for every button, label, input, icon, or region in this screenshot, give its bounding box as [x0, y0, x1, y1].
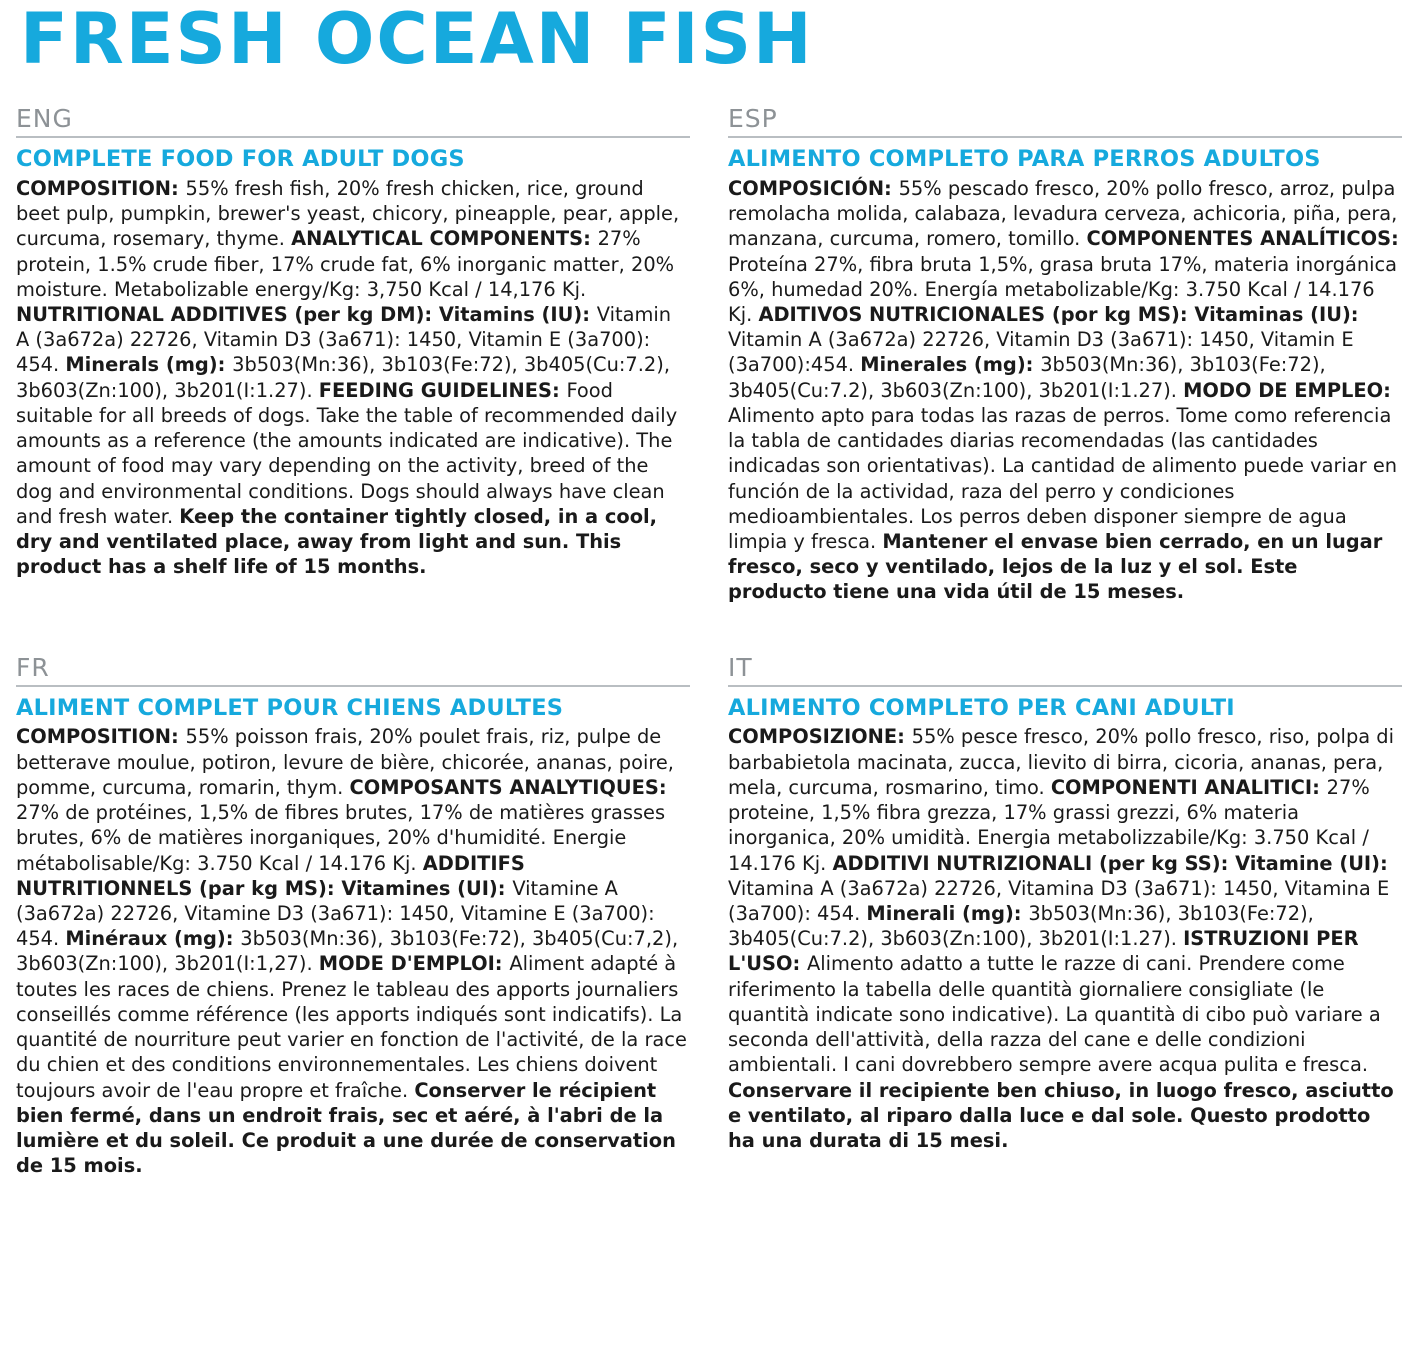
body-text-esp: COMPOSICIÓN: 55% pescado fresco, 20% pollo fresco, arroz, pulpa remolacha molida, calabaza, levadura cerveza, achicoria, piña, pera, manzana, curcuma, romero, tomillo. COMPONENTES ANALÍTICOS: Proteína 27%, fibra bruta 1,5%, grasa bruta 17%, materia inorgánica 6%, humedad 20%. Energía metabolizable/Kg: 3.750 Kcal / 14.176 Kj. ADITIVOS NUTRICIONALES (por kg MS): Vitaminas (IU): Vitamin A (3a672a) 22726, Vitamin D3 (3a671): 1450, Vitamin E (3a700):454. Minerales (mg): 3b503(Mn:36), 3b103(Fe:72), 3b405(Cu:7.2), 3b603(Zn:100), 3b201(I:1.27). MODO DE EMPLEO: Alimento apto para todas las razas de perros. Tome como referencia la tabla de cantidades diarias recomendadas (las cantidades indicadas son orientativas). La cantidad de alimento puede variar en función de la actividad, raza del perro y condiciones medioambientales. Los perros deben disponer siempre de agua limpia y fresca. Mantener el envase bien cerrado, en un lugar fresco, seco y ventilado, lejos de la luz y el sol. Este producto tiene una vida útil de 15 meses.	[728, 176, 1399, 604]
language-code-eng: ENG	[16, 104, 73, 133]
language-code-fr: FR	[16, 652, 50, 682]
language-block-it	[728, 653, 1402, 1154]
language-block-esp	[728, 104, 1402, 605]
divider-esp	[728, 136, 1402, 138]
column-left-eng	[16, 104, 690, 631]
language-block-eng	[16, 104, 690, 579]
divider-fr	[16, 685, 690, 687]
language-code-esp: ESP	[728, 104, 778, 133]
divider-eng	[16, 136, 690, 138]
section-heading-esp: ALIMENTO COMPLETO PARA PERROS ADULTOS	[728, 146, 1321, 172]
language-columns-row-1	[16, 104, 1398, 631]
column-right-it	[728, 653, 1402, 1205]
divider-it	[728, 685, 1402, 687]
language-columns-row-2	[16, 653, 1398, 1205]
section-heading-fr: ALIMENT COMPLET POUR CHIENS ADULTES	[16, 694, 564, 721]
column-right-esp	[728, 104, 1402, 631]
body-text-eng: COMPOSITION: 55% fresh fish, 20% fresh chicken, rice, ground beet pulp, pumpkin, brewer's yeast, chicory, pineapple, pear, apple, curcuma, rosemary, thyme. ANALYTICAL COMPONENTS: 27% protein, 1.5% crude fiber, 17% crude fat, 6% inorganic matter, 20% moisture. Metabolizable energy/Kg: 3,750 Kcal / 14,176 Kj. NUTRITIONAL ADDITIVES (per kg DM): Vitamins (IU): Vitamin A (3a672a) 22726, Vitamin D3 (3a671): 1450, Vitamin E (3a700): 454. Minerals (mg): 3b503(Mn:36), 3b103(Fe:72), 3b405(Cu:7.2), 3b603(Zn:100), 3b201(I:1.27). FEEDING GUIDELINES: Food suitable for all breeds of dogs. Take the table of recommended daily amounts as a reference (the amounts indicated are indicative). The amount of food may vary depending on the activity, breed of the dog and environmental conditions. Dogs should always have clean and fresh water. Keep the container tightly closed, in a cool, dry and ventilated place, away from light and sun. This product has a shelf life of 15 months.	[16, 176, 680, 579]
body-text-it: COMPOSIZIONE: 55% pesce fresco, 20% pollo fresco, riso, polpa di barbabietola macinata, zucca, lievito di birra, cicoria, ananas, pera, mela, curcuma, rosmarino, timo. COMPONENTI ANALITICI: 27% proteine, 1,5% fibra grezza, 17% grassi grezzi, 6% materia inorganica, 20% umidità. Energia metabolizzabile/Kg: 3.750 Kcal / 14.176 Kj. ADDITIVI NUTRIZIONALI (per kg SS): Vitamine (UI): Vitamina A (3a672a) 22726, Vitamina D3 (3a671): 1450, Vitamina E (3a700): 454. Minerali (mg): 3b503(Mn:36), 3b103(Fe:72), 3b405(Cu:7.2), 3b603(Zn:100), 3b201(I:1.27). ISTRUZIONI PER L'USO: Alimento adatto a tutte le razze di cani. Prendere come riferimento la tabella delle quantità giornaliere consigliate (le quantità indicate sono indicative). La quantità di cibo può variare a seconda dell'attività, della razza del cane e delle condizioni ambientali. I cani dovrebbero sempre avere acqua pulita e fresca. Conservare il recipiente ben chiuso, in luogo fresco, asciutto e ventilato, al riparo dalla luce e dal sole. Questo prodotto ha una durata di 15 mesi.	[728, 725, 1394, 1152]
language-block-fr	[16, 653, 690, 1179]
language-code-it: IT	[728, 652, 753, 682]
column-left-fr	[16, 653, 690, 1205]
page-title: FRESH OCEAN FISH	[20, 0, 814, 80]
body-text-fr: COMPOSITION: 55% poisson frais, 20% poulet frais, riz, pulpe de betterave moulue, potiron, levure de bière, chicorée, ananas, poire, pomme, curcuma, romarin, thym. COMPOSANTS ANALYTIQUES: 27% de protéines, 1,5% de fibres brutes, 17% de matières grasses brutes, 6% de matières inorganiques, 20% d'humidité. Energie métabolisable/Kg: 3.750 Kcal / 14.176 Kj. ADDITIFS NUTRITIONNELS (par kg MS): Vitamines (UI): Vitamine A (3a672a) 22726, Vitamine D3 (3a671): 1450, Vitamine E (3a700): 454. Minéraux (mg): 3b503(Mn:36), 3b103(Fe:72), 3b405(Cu:7,2), 3b603(Zn:100), 3b201(I:1,27). MODE D'EMPLOI: Aliment adapté à toutes les races de chiens. Prenez le tableau des apports journaliers conseillés comme référence (les apports indiqués sont indicatifs). La quantité de nourriture peut varier en fonction de l'activité, de la race du chien et des conditions environnementales. Les chiens doivent toujours avoir de l'eau propre et fraîche. Conserver le récipient bien fermé, dans un endroit frais, sec et aéré, à l'abri de la lumière et du soleil. Ce produit a une durée de conservation de 15 mois.	[16, 725, 687, 1178]
section-heading-it: ALIMENTO COMPLETO PER CANI ADULTI	[728, 694, 1235, 721]
section-heading-eng: COMPLETE FOOD FOR ADULT DOGS	[16, 146, 465, 172]
